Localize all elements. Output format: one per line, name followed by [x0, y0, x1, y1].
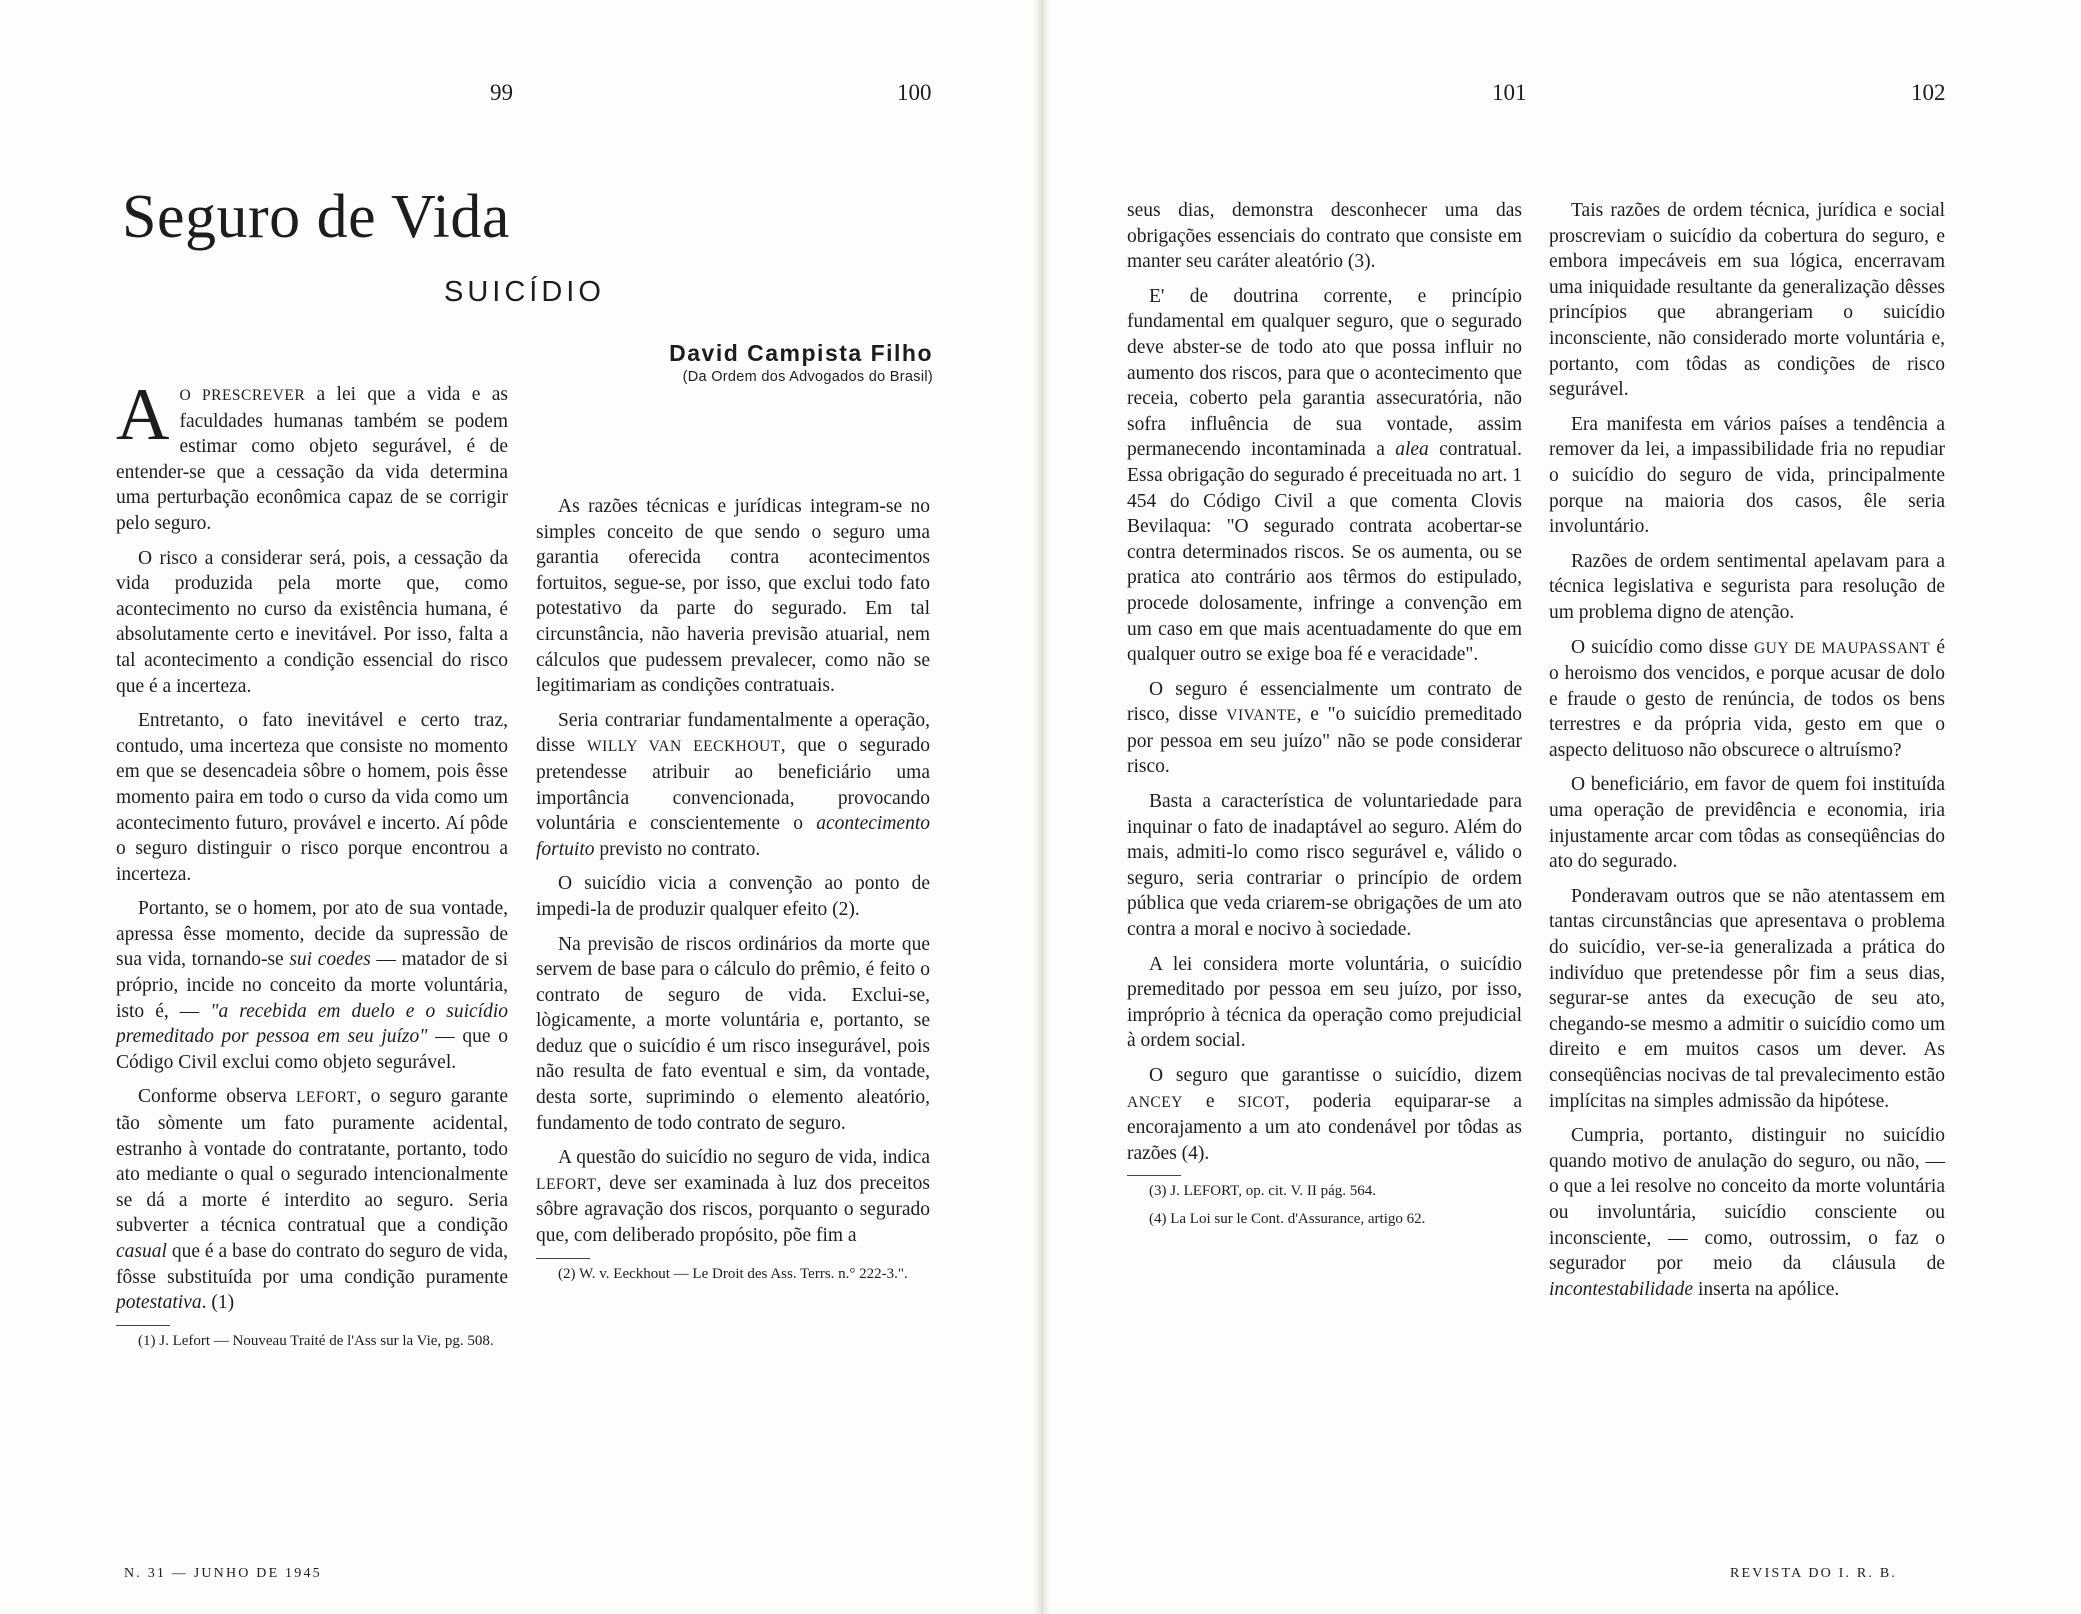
page-number-100: 100 — [897, 80, 932, 105]
column-3 — [1127, 198, 1522, 1237]
paragraph: O risco a considerar será, pois, a cessação da vida produzida pela morte que, como acontecimento no curso da existência humana, é absolutamente certo e inevitável. Por isso, falta a tal acontecimento a condição essencial do risco que é a incerteza. — [116, 547, 508, 697]
footnote: (1) J. Lefort — Nouveau Traité de l'Ass sur la Vie, pg. 508. — [138, 1332, 494, 1349]
footnote-rule — [116, 1325, 170, 1326]
drop-cap: A — [116, 374, 170, 456]
paragraph: Ponderavam outros que se não atentassem em tantas circunstâncias que apresentava o problema do suicídio, ver-se-ia generalizada a prática do indivíduo que pretendesse pôr fim a seus dias, segurar-se antes da execução de seu ato, chegando-se mesmo a admitir o suicídio como um direito e em muitos casos um dever. As conseqüências nocivas de tal prevalecimento estão implícitas na simples admissão da hipótese. — [1549, 885, 1945, 1112]
paragraph: Cumpria, portanto, distinguir no suicídio quando motivo de anulação do seguro, ou não, — o que a lei resolve no conceito da morte voluntária ou involuntária, suicídio consciente ou inconsciente, — como, outrossim, o faz o segurador por meio da cláusula de incontestabilidade inserta na apólice. — [1549, 1125, 1945, 1300]
footnote: (2) W. v. Eeckhout — Le Droit des Ass. Terrs. n.° 222-3.". — [558, 1265, 908, 1282]
paragraph: O beneficiário, em favor de quem foi instituída uma operação de previdência e economia, iria injustamente arcar com tôdas as conseqüências do ato do segurado. — [1549, 774, 1945, 873]
paragraph: seus dias, demonstra desconhecer uma das obrigações essenciais do contrato que consiste em manter seu caráter aleatório (3). — [1127, 200, 1522, 273]
column-4 — [1549, 198, 1945, 1311]
footnote: (4) La Loi sur le Cont. d'Assurance, artigo 62. — [1149, 1210, 1426, 1227]
footer-journal: REVISTA DO I. R. B. — [1730, 1566, 1898, 1581]
paragraph: Razões de ordem sentimental apelavam para a técnica legislativa e segurista para resolução de um problema digno de atenção. — [1549, 550, 1945, 623]
page-number-99: 99 — [490, 80, 513, 105]
author-name: David Campista Filho — [669, 340, 933, 366]
paragraph: O suicídio como disse GUY DE MAUPASSANT é o heroismo dos vencidos, e porque acusar de dolo e fraude o gesto de renúncia, de todos os bens terrestres e da própria vida, gesto em que o aspecto delituoso não obscurece o altruísmo? — [1549, 636, 1946, 761]
paragraph: A questão do suicídio no seguro de vida, indica LEFORT, deve ser examinada à luz dos preceitos sôbre agravação dos riscos, porquanto o segurado que, com deliberado propósito, põe fim a — [536, 1147, 930, 1247]
spine-gutter — [1033, 0, 1051, 1614]
paragraph: A lei considera morte voluntária, o suicídio premeditado por pessoa em seu juízo, por isso, impróprio à técnica da operação como prejudicial à ordem social. — [1127, 953, 1522, 1052]
footnote-rule — [536, 1258, 590, 1259]
paragraph: E' de doutrina corrente, e princípio fundamental em qualquer seguro, que o segurado deve abster-se de todo ato que possa influir no aumento dos riscos, para que o acontecimento que receia, coberto pela garantia assecuratória, não sofra influência de sua vontade, assim permanecendo incontaminada a alea contratual. Essa obrigação do segurado é preceituada no art. 1 454 do Código Civil a que comenta Clovis Bevilaqua: "O segurado contrata acobertar-se contra determinados riscos. Se os aumenta, ou se pratica ato contrário aos têrmos do estipulado, procede dolosamente, infringe a convenção em um caso em que mais acentuadamente do que em qualquer outro se exige boa fé e veracidade". — [1127, 285, 1522, 666]
paragraph: Era manifesta em vários países a tendência a remover da lei, a impassibilidade fria no repudiar o suicídio do seguro de vida, principalmente porque na maioria dos casos, êle seria involuntário. — [1549, 413, 1945, 538]
paragraph: O suicídio vicia a convenção ao ponto de impedi-la de produzir qualquer efeito (2). — [536, 873, 930, 920]
paragraph: Na previsão de riscos ordinários da morte que servem de base para o cálculo do prêmio, é feito o contrato de seguro de vida. Exclui-se, lògicamente, a morte voluntária e, portanto, se deduz que o suicídio é um risco insegurável, pois não resulta de fato eventual e sim, da vontade, desta sorte, suprimindo o elemento aleatório, fundamento de todo contrato de seguro. — [536, 933, 930, 1134]
author-block — [560, 340, 933, 385]
page-number-102: 102 — [1911, 80, 1946, 105]
paragraph: A O PRESCREVER a lei que a vida e as faculdades humanas também se podem estimar como objeto segurável, é de entender-se que a cessação da vida determina uma perturbação econômica capaz de se corrigir pelo seguro. — [116, 374, 508, 534]
paragraph: O seguro é essencialmente um contrato de risco, disse VIVANTE, e "o suicídio premeditado por pessoa em seu juízo" não se pode considerar risco. — [1127, 678, 1523, 778]
author-affiliation: (Da Ordem dos Advogados do Brasil) — [682, 369, 933, 385]
paragraph: Entretanto, o fato inevitável e certo traz, contudo, uma incerteza que consiste no momento em que se desencadeia sôbre o homem, pois êsse momento paira em todo o curso da vida como um acontecimento futuro, provável e incerto. Aí pôde o seguro distinguir o risco porque encontrou a incerteza. — [116, 710, 508, 885]
paragraph: Basta a característica de voluntariedade para inquinar o fato de inadaptável ao seguro. Além do mais, admiti-lo como risco segurável e, válido o seguro, seria contrariar o princípio de ordem pública que veda criarem-se obrigações de um ato contra a moral e nocivo à sociedade. — [1127, 791, 1522, 941]
paragraph: Conforme observa LEFORT, o seguro garante tão sòmente um fato puramente acidental, estranho à vontade do contratante, portanto, todo ato mediante o qual o segurado intencionalmente se dá a morte é interdito ao seguro. Seria subverter a técnica contratual que a condição casual que é a base do contrato do seguro de vida, fôsse substituída por uma condição puramente potestativa. (1) — [116, 1086, 508, 1314]
footnote-rule — [1127, 1175, 1181, 1176]
paragraph: Portanto, se o homem, por ato de sua vontade, apressa êsse momento, decide da supressão de sua vida, tornando-se sui coedes — matador de si próprio, incide no conceito da morte voluntária, isto é, — "a recebida em duelo e o suicídio premeditado por pessoa em seu juízo" — que o Código Civil exclui como objeto segurável. — [116, 898, 509, 1073]
column-2 — [536, 494, 930, 1292]
paragraph: Tais razões de ordem técnica, jurídica e social proscreviam o suicídio da cobertura do seguro, e embora impecáveis em sua lógica, encerravam uma iniquidade resultante da generalização dêsses princípios que abrangeriam o suicídio inconsciente, não considerado morte voluntária e, portanto, com tôdas as condições de risco segurável. — [1549, 200, 1945, 401]
paragraph: As razões técnicas e jurídicas integram-se no simples conceito de que sendo o seguro uma garantia oferecida contra acontecimentos fortuitos, segue-se, por isso, que exclui todo fato potestativo da parte do segurado. Em tal circunstância, não haveria previsão atuarial, nem cálculos que pudessem prevalecer, como não se legitimariam as condições contratuais. — [536, 496, 930, 697]
paragraph: O seguro que garantisse o suicídio, dizem ANCEY e SICOT, poderia equiparar-se a encorajamento a um ato condenável por tôdas as razões (4). — [1127, 1065, 1523, 1164]
page-number-101: 101 — [1492, 80, 1527, 105]
footer-issue: N. 31 — JUNHO DE 1945 — [124, 1566, 322, 1581]
column-1 — [116, 374, 509, 1359]
footnote: (3) J. LEFORT, op. cit. V. II pág. 564. — [1149, 1183, 1376, 1200]
paragraph: Seria contrariar fundamentalmente a operação, disse WILLY VAN EECKHOUT, que o segurado pretendesse atribuir ao beneficiário uma importância convencionada, provocando voluntária e conscientemente o acontecimento fortuito previsto no contrato. — [536, 709, 930, 860]
article-subtitle: SUICÍDIO — [444, 276, 605, 308]
article-title: Seguro de Vida — [122, 183, 510, 251]
